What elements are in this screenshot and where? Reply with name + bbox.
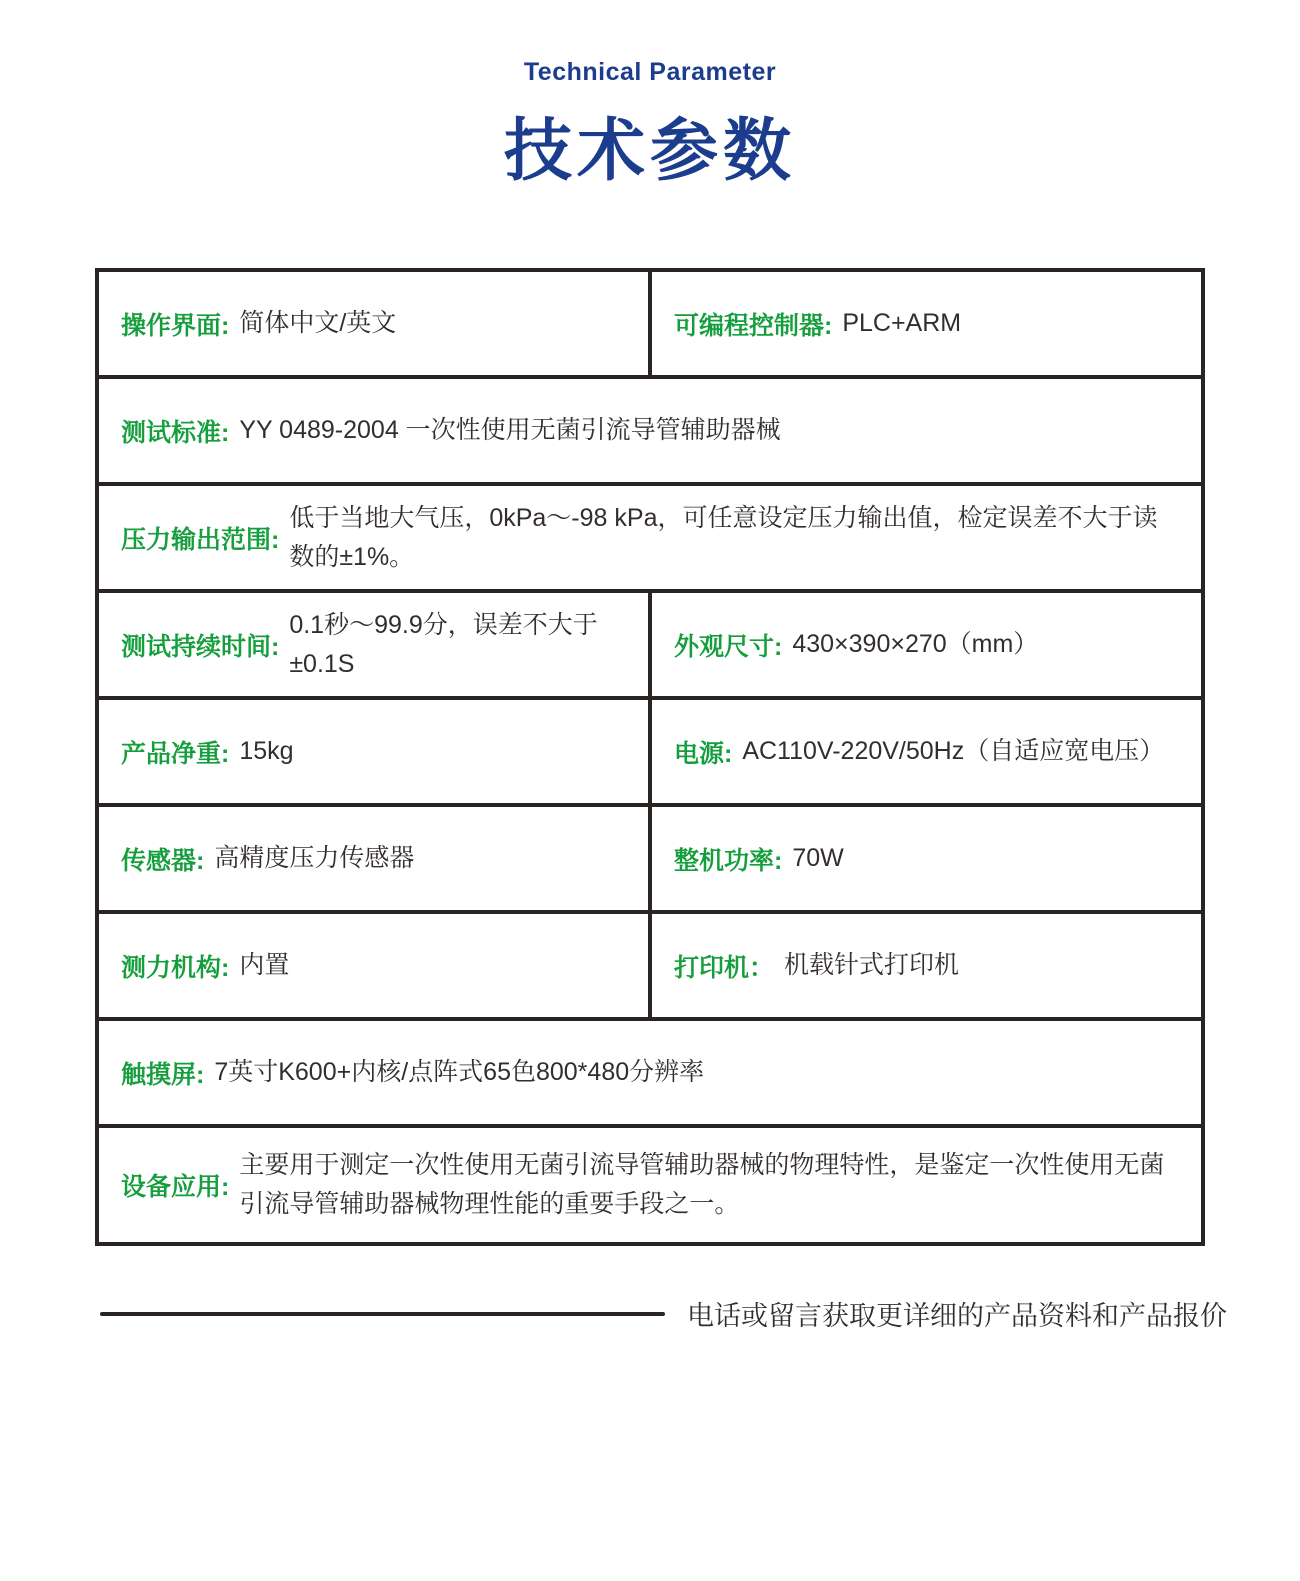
spec-cell-total-power: [648, 807, 1201, 910]
spec-label: 触摸屏:: [121, 1060, 205, 1089]
spec-value: 70W: [792, 844, 844, 873]
table-row-test-duration: [99, 589, 1201, 696]
spec-label: 压力输出范围:: [121, 525, 280, 554]
spec-value: 内置: [239, 951, 290, 980]
spec-cell-test-standard: [99, 379, 1201, 482]
spec-cell-force-mechanism: [99, 914, 648, 1017]
spec-cell-power-supply: [648, 700, 1201, 803]
spec-value: AC110V-220V/50Hz（自适应宽电压）: [742, 737, 1165, 766]
spec-cell-sensor: [99, 807, 648, 910]
table-row-touch-screen: [99, 1017, 1201, 1124]
table-row-operation-interface: [99, 272, 1201, 375]
spec-value: 430×390×270（mm）: [792, 630, 1039, 659]
spec-label: 打印机：: [674, 953, 775, 982]
spec-cell-dimensions: [648, 593, 1201, 696]
spec-cell-printer: [648, 914, 1201, 1017]
spec-value: 主要用于测定一次性使用无菌引流导管辅助器械的物理特性，是鉴定一次性使用无菌引流导管辅助器械物理性能的重要手段之一。: [239, 1151, 1165, 1218]
spec-cell-touch-screen: [99, 1021, 1201, 1124]
table-row-net-weight: [99, 696, 1201, 803]
spec-value: 高精度压力传感器: [214, 844, 415, 873]
spec-label: 产品净重:: [121, 739, 230, 768]
table-row-sensor: [99, 803, 1201, 910]
spec-label: 可编程控制器:: [674, 311, 833, 340]
spec-value: PLC+ARM: [842, 309, 962, 338]
spec-cell-pressure-output-range: [99, 486, 1201, 589]
spec-label: 测力机构:: [121, 953, 230, 982]
spec-value: 机载针式打印机: [784, 951, 960, 980]
spec-label: 测试标准:: [121, 418, 230, 447]
table-row-pressure-output-range: [99, 482, 1201, 589]
header-subtitle: Technical Parameter: [523, 58, 777, 86]
spec-value: YY 0489-2004 一次性使用无菌引流导管辅助器械: [239, 416, 781, 445]
spec-label: 整机功率:: [674, 846, 783, 875]
spec-label: 传感器:: [121, 846, 205, 875]
spec-label: 测试持续时间:: [121, 632, 280, 661]
spec-value: 15kg: [239, 737, 294, 766]
page-title: 技术参数: [503, 113, 796, 189]
spec-cell-operation-interface: [99, 272, 648, 375]
spec-value: 简体中文/英文: [239, 309, 397, 338]
spec-cell-application: [99, 1128, 1201, 1242]
spec-cell-programmable-controller: [648, 272, 1201, 375]
spec-cell-net-weight: [99, 700, 648, 803]
spec-table: [95, 268, 1205, 1246]
spec-label: 电源:: [674, 739, 733, 768]
footer: [100, 1294, 1300, 1333]
spec-value: 7英寸K600+内核/点阵式65色800*480分辨率: [214, 1058, 705, 1087]
table-row-test-standard: [99, 375, 1201, 482]
page-header: [0, 0, 1300, 194]
spec-label: 设备应用:: [121, 1173, 230, 1201]
table-row-application: [99, 1124, 1201, 1242]
footer-note: 电话或留言获取更详细的产品资料和产品报价: [687, 1301, 1227, 1331]
footer-divider-line: [100, 1312, 665, 1316]
spec-value: 低于当地大气压，0kPa～-98 kPa，可任意设定压力输出值，检定误差不大于读数的±1%。: [289, 503, 1158, 571]
spec-label: 外观尺寸:: [674, 632, 783, 661]
spec-value: 0.1秒～99.9分，误差不大于±0.1S: [289, 610, 598, 678]
spec-label: 操作界面:: [121, 311, 230, 340]
spec-cell-test-duration: [99, 593, 648, 696]
table-row-force-mechanism: [99, 910, 1201, 1017]
